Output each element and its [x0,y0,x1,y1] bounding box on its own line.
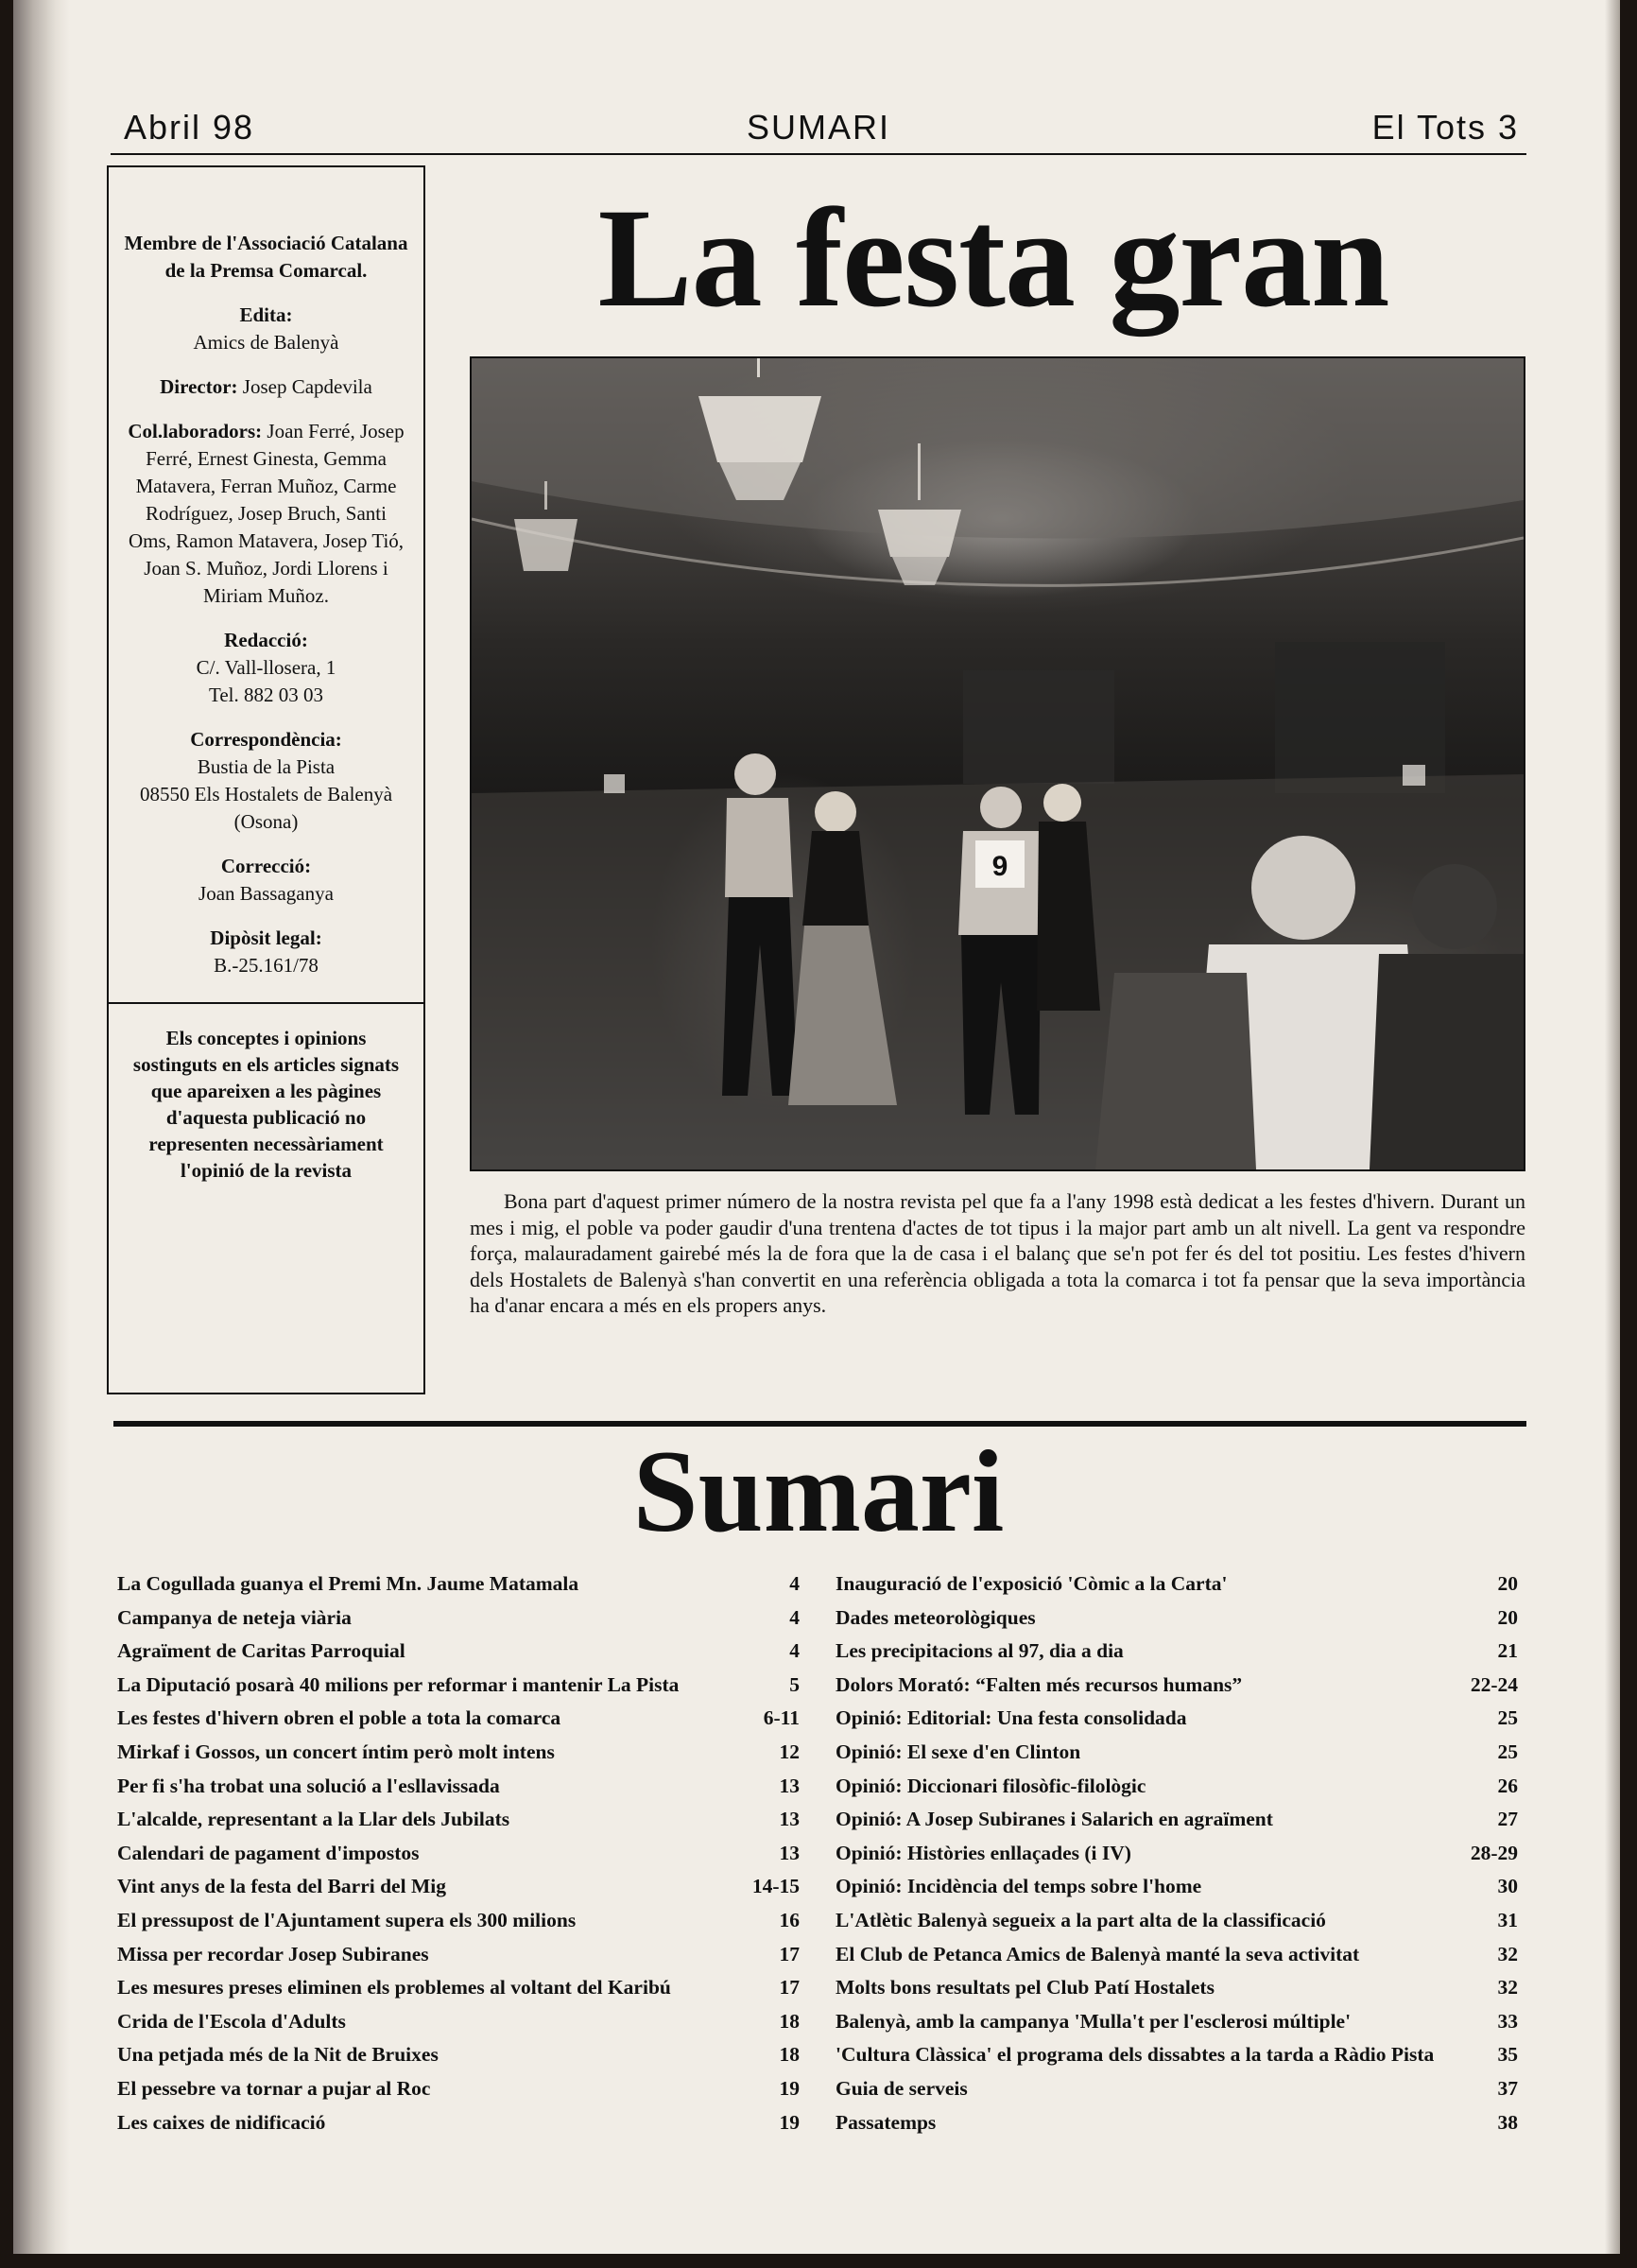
toc-entry-page: 4 [789,1572,800,1595]
toc-entry-page: 17 [779,1976,800,2000]
toc-entry-page: 4 [789,1605,800,1629]
toc-entry [117,1702,800,1736]
toc-entry [117,1770,800,1804]
toc-entry-title: Campanya de neteja viària [117,1605,352,1629]
page-edge-shadow [1605,0,1620,2254]
publication-page-number: El Tots 3 [1371,108,1519,147]
masthead-correccio [122,853,410,908]
toc-entry-page: 14-15 [751,1875,800,1898]
toc-entry [117,2072,800,2106]
toc-entry [836,2005,1518,2039]
toc-entry [117,1567,800,1601]
toc-entry [117,2005,800,2039]
toc-entry-title: Mirkaf i Gossos, un concert íntim però molt intens [117,1740,555,1763]
toc-entry-page: 20 [1497,1572,1518,1595]
toc-entry-title: Opinió: Editorial: Una festa consolidada [836,1706,1187,1730]
toc-entry-title: Les festes d'hivern obren el poble a tota la comarca [117,1706,561,1730]
toc-entry [117,1803,800,1837]
toc-entry-page: 31 [1497,1908,1518,1931]
running-head [111,106,1526,155]
toc-entry-title: Les precipitacions al 97, dia a dia [836,1639,1124,1663]
toc-entry [836,1567,1518,1601]
issue-date: Abril 98 [124,108,255,147]
toc-entry [836,2038,1518,2072]
masthead-edita [122,302,410,356]
toc-entry [117,1904,800,1938]
toc-entry [836,1904,1518,1938]
toc-entry-page: 16 [779,1908,800,1931]
masthead-director [122,373,410,401]
redaccio-phone: Tel. 882 03 03 [208,684,324,706]
toc-entry-page: 13 [779,1808,800,1831]
edita-value: Amics de Balenyà [193,331,339,354]
toc-right-column [836,1567,1518,2139]
toc-entry [117,2038,800,2072]
toc-entry [836,1803,1518,1837]
masthead-diposit [122,925,410,979]
toc-entry [117,1938,800,1972]
toc-entry-title: Crida de l'Escola d'Adults [117,2009,346,2033]
toc-entry-page: 19 [779,2110,800,2134]
toc-entry-page: 35 [1497,2043,1518,2067]
toc-entry-title: Una petjada més de la Nit de Bruixes [117,2043,439,2067]
masthead-correspondencia [122,726,410,836]
dance-photo-illustration [472,358,1524,1169]
toc-entry [117,1669,800,1703]
toc-entry-page: 5 [789,1672,800,1696]
toc-entry-title: El pressupost de l'Ajuntament supera els 300 milions [117,1908,577,1931]
correspondencia-line1: Bustia de la Pista [197,755,336,778]
toc-entry-title: El pessebre va tornar a pujar al Roc [117,2076,431,2100]
masthead-intro: Membre de l'Associació Catalana de la Premsa Comarcal. [124,232,408,282]
diposit-label: Dipòsit legal: [210,926,322,949]
toc-entry-title: Calendari de pagament d'impostos [117,1841,420,1864]
toc-entry-title: L'Atlètic Balenyà segueix a la part alta de la classificació [836,1908,1326,1931]
toc-entry-title: Opinió: A Josep Subiranes i Salarich en agraïment [836,1808,1273,1831]
dance-photo [470,356,1525,1171]
toc-entry-title: Per fi s'ha trobat una solució a l'esllavissada [117,1774,500,1797]
toc-entry-page: 38 [1497,2110,1518,2134]
tent-ceiling [472,358,1524,539]
correspondencia-line2: 08550 Els Hostalets de Balenyà (Osona) [139,783,393,833]
headline: La festa gran [597,180,1389,337]
toc-entry-page: 32 [1497,1976,1518,2000]
toc-entry-page: 17 [779,1942,800,1965]
toc-entry [836,2072,1518,2106]
toc-entry-page: 30 [1497,1875,1518,1898]
toc-entry [117,1837,800,1871]
toc-left-column [117,1567,800,2139]
correccio-value: Joan Bassaganya [198,882,334,905]
diposit-value: B.-25.161/78 [214,954,319,977]
number-card-text: 9 [991,851,1008,882]
toc-entry [836,1669,1518,1703]
toc-entry-title: Inauguració de l'exposició 'Còmic a la Carta' [836,1572,1228,1595]
toc-entry [117,1736,800,1770]
toc-entry-page: 27 [1497,1808,1518,1831]
toc-entry-title: Vint anys de la festa del Barri del Mig [117,1875,446,1898]
toc-entry [117,1971,800,2005]
stage-area [963,670,1114,784]
redaccio-label: Redacció: [224,629,308,651]
toc-entry-page: 4 [789,1639,800,1663]
toc-entry-title: Guia de serveis [836,2076,968,2100]
toc-entry-title: Les mesures preses eliminen els problemes al voltant del Karibú [117,1976,671,2000]
toc-entry-title: Opinió: Incidència del temps sobre l'home [836,1875,1202,1898]
toc-entry-page: 6-11 [763,1706,800,1730]
toc-entry-page: 37 [1497,2076,1518,2100]
collaborators-value: Joan Ferré, Josep Ferré, Ernest Ginesta, Gemma Matavera, Ferran Muñoz, Carme Rodríguez, Josep Bruch, Santi Oms, Ramon Matavera, Josep Tió, Joan S. Muñoz, Jordi Llorens i Miriam Muñoz. [128,420,405,607]
toc-entry-page: 21 [1497,1639,1518,1663]
toc-entry-page: 18 [779,2009,800,2033]
toc-entry-page: 33 [1497,2009,1518,2033]
toc-entry [836,2106,1518,2140]
toc-entry-title: L'alcalde, representant a la Llar dels Jubilats [117,1808,510,1831]
toc-entry-title: Opinió: Històries enllaçades (i IV) [836,1841,1131,1864]
toc-entry [836,1702,1518,1736]
toc-entry-page: 25 [1497,1706,1518,1730]
toc-entry-page: 22-24 [1470,1672,1518,1696]
toc-entry-title: Les caixes de nidificació [117,2110,326,2134]
sumari-title: Sumari [632,1427,1005,1556]
toc-entry-page: 13 [779,1774,800,1797]
toc-entry-page: 12 [779,1740,800,1763]
masthead-box [107,165,425,1394]
toc-entry-title: Opinió: El sexe d'en Clinton [836,1740,1081,1763]
lede-paragraph: Bona part d'aquest primer número de la nostra revista pel que fa a l'any 1998 està dedicat a les festes d'hivern. Durant un mes i mig, el poble va poder gaudir d'una trentena d'actes de tot tipus i la major part amb un alt nivell. La gent va respondre força, malauradament gairebé més la de fora que la de casa i el balanç que se'n pot fer és del tot positiu. Les festes d'hivern dels Hostalets de Balenyà s'han convertit en una referència obligada a tota la comarca i tot fa pensar que la seva importància ha d'anar encara a més en els propers anys. [470,1189,1525,1317]
director-label: Director: [160,375,238,398]
masthead-redaccio [122,627,410,709]
toc-entry-title: Opinió: Diccionari filosòfic-filològic [836,1774,1146,1797]
toc-entry-page: 28-29 [1470,1841,1518,1864]
toc-entry-title: 'Cultura Clàssica' el programa dels dissabtes a la tarda a Ràdio Pista [836,2043,1435,2067]
toc-entry [836,1870,1518,1904]
toc-entry-title: Molts bons resultats pel Club Patí Hostalets [836,1976,1215,2000]
toc-entry-title: Agraïment de Caritas Parroquial [117,1639,405,1663]
toc-entry-title: Dolors Morató: “Falten més recursos humans” [836,1672,1243,1696]
toc-entry [836,1736,1518,1770]
toc-entry [836,1938,1518,1972]
correspondencia-label: Correspondència: [190,728,342,751]
toc-entry-title: El Club de Petanca Amics de Balenyà manté la seva activitat [836,1942,1360,1965]
toc-entry-title: Missa per recordar Josep Subiranes [117,1942,429,1965]
toc-entry-title: Balenyà, amb la campanya 'Mulla't per l'esclerosi múltiple' [836,2009,1352,2033]
correccio-label: Correcció: [220,855,312,877]
masthead-disclaimer: Els conceptes i opinions sostinguts en els articles signats que apareixen a les pàgines d'aquesta publicació no representen necessàriament l'opinió de la revista [109,1002,423,1184]
toc-entry-title: La Cogullada guanya el Premi Mn. Jaume Matamala [117,1572,579,1595]
toc-entry [117,1601,800,1636]
toc-entry-title: Dades meteorològiques [836,1605,1036,1629]
toc-entry [836,1635,1518,1669]
bg-number-card-right [1403,765,1425,786]
toc-entry [836,1971,1518,2005]
toc-entry [836,1601,1518,1636]
collaborators-label: Col.laboradors: [128,420,263,442]
redaccio-address: C/. Vall-llosera, 1 [196,656,336,679]
director-value: Josep Capdevila [242,375,372,398]
toc-entry-page: 18 [779,2043,800,2067]
bg-number-card [604,774,625,793]
edita-label: Edita: [239,303,293,326]
toc-entry-page: 25 [1497,1740,1518,1763]
toc-entry [117,2106,800,2140]
toc-entry-title: La Diputació posarà 40 milions per reformar i mantenir La Pista [117,1672,680,1696]
section-name: SUMARI [746,108,890,147]
toc-entry [836,1837,1518,1871]
toc-entry-page: 13 [779,1841,800,1864]
page-spine-shadow [13,0,70,2254]
toc-entry-page: 19 [779,2076,800,2100]
toc-entry [117,1870,800,1904]
toc-entry [836,1770,1518,1804]
masthead-collaborators [122,418,410,610]
toc-entry-page: 26 [1497,1774,1518,1797]
toc-entry-page: 32 [1497,1942,1518,1965]
toc-entry [117,1635,800,1669]
toc-entry-title: Passatemps [836,2110,937,2134]
toc-entry-page: 20 [1497,1605,1518,1629]
